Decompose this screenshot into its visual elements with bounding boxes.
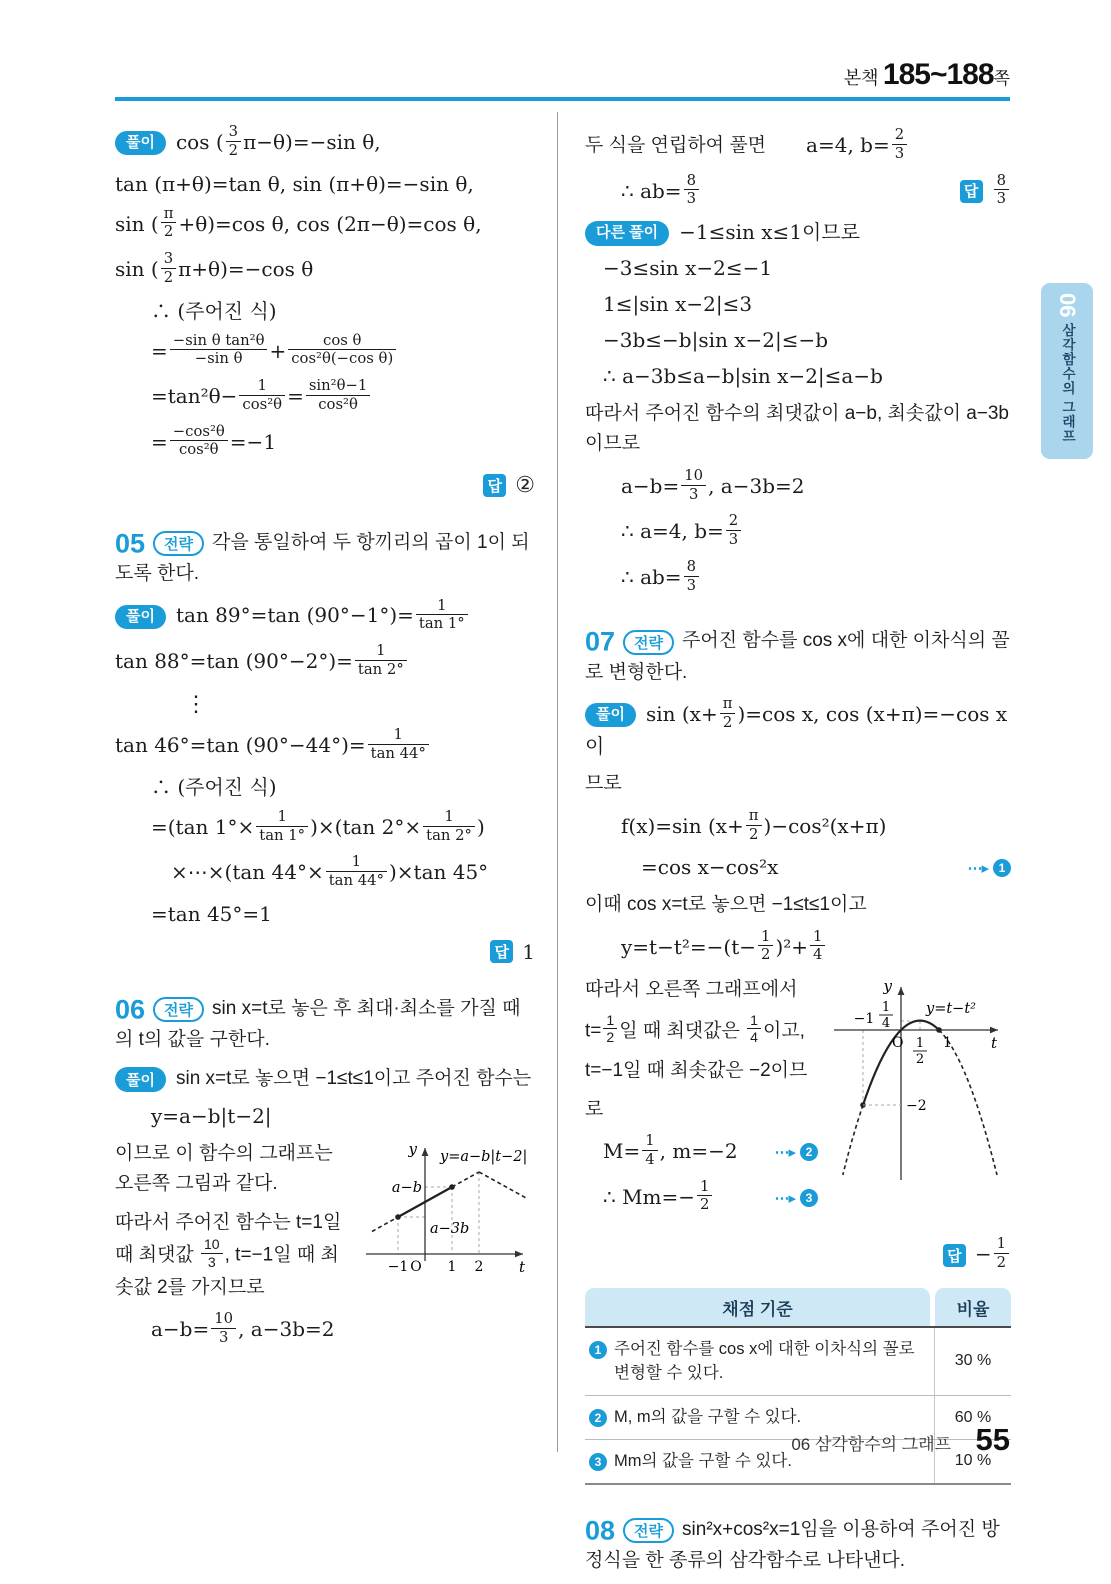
- value-label-ab: a−b: [391, 1179, 422, 1196]
- criteria-header: 채점 기준: [585, 1288, 930, 1326]
- math-line: ∴ a=4, b= $\frac{2}{3}$: [585, 514, 1011, 551]
- problem-number: 07: [585, 626, 616, 657]
- graph-and-text: [585, 975, 1011, 1225]
- t-axis-arrow: [990, 1027, 998, 1034]
- answer-badge: 답: [960, 180, 983, 203]
- answer-badge: 답: [483, 474, 506, 497]
- y-axis-label: y: [883, 977, 892, 996]
- circled-number-1: 1: [993, 859, 1011, 877]
- origin-label: O: [892, 1035, 904, 1052]
- body-text: 따라서 오른쪽 그래프에서: [585, 979, 798, 1001]
- page-header: [115, 58, 1010, 92]
- point-t-neg1: [395, 1214, 401, 1220]
- point-t-1: [449, 1184, 455, 1190]
- curve-label: y=a−b|t−2|: [440, 1148, 528, 1165]
- strategy-paragraph: [585, 1515, 1011, 1577]
- strategy-badge: 전략: [623, 630, 674, 655]
- math-line: =(tan 1°× $\frac{1}{\tan 1^\circ}$ )×(tan 2°× $\frac{1}{\tan 2^\circ}$ ): [151, 807, 485, 844]
- math-line: 1≤|sin x−2|≤3: [603, 292, 753, 316]
- chapter-side-tab: [1041, 283, 1093, 459]
- math-line: sin ( $\frac{\pi}{2}$ +θ)=cos θ, cos (2π−θ)=cos θ,: [115, 204, 482, 241]
- math-line: ∴ Mm=− $\frac{1}{2}$ ⋯▸ 3: [585, 1180, 818, 1217]
- math-line: tan 88°=tan (90°−2°)= $\frac{1}{\tan 2^\circ}$: [115, 644, 535, 681]
- solution-badge: 풀이: [115, 131, 166, 155]
- solve-line: [585, 128, 1011, 165]
- t-axis-label: t: [990, 1034, 998, 1053]
- solution-text: sin x=t로 놓으면 −1≤t≤1이고 주어진 함수는: [175, 1067, 532, 1089]
- circled-number-2: 2: [589, 1409, 607, 1427]
- y-axis-arrow: [422, 1148, 429, 1156]
- math-line: ∴ (주어진 식): [151, 774, 277, 799]
- answer-row: [115, 473, 535, 498]
- left-column: [115, 116, 535, 1358]
- alt-solution-line: 다른 풀이 −1≤sin x≤1이므로: [585, 219, 1011, 246]
- column-divider: [557, 112, 558, 1452]
- answer-row: [115, 940, 535, 964]
- strategy-paragraph: [115, 528, 535, 590]
- solve-values: a=4, b= $\frac{2}{3}$: [806, 128, 909, 165]
- math-line: a−b= $\frac{10}{3}$ , a−3b=2: [151, 1310, 335, 1346]
- math-line: 풀이 tan 89°=tan (90°−1°)= $\frac{1}{\tan 1^\circ}$: [115, 599, 535, 636]
- dashed-arrow-icon: ⋯▸: [774, 1188, 795, 1207]
- strategy-badge: 전략: [623, 1518, 674, 1543]
- quarter-numerator: 1: [881, 1000, 891, 1016]
- math-line: ∴ ab= $\frac{8}{3}$: [585, 560, 1011, 597]
- tick-neg1: −1: [387, 1258, 409, 1275]
- y-axis-label: y: [408, 1139, 417, 1158]
- circled-number-2: 2: [800, 1143, 818, 1161]
- math-line: ∴ a−3b≤a−b|sin x−2|≤a−b: [603, 364, 883, 388]
- problem-number: 05: [115, 528, 146, 559]
- math-line: = $\frac{\text{−sin θ tan²θ}}{\text{−sin θ}}$ + $\frac{\text{cos θ}}{\text{cos²θ(−cos θ)}}$: [115, 334, 535, 371]
- criteria-text: M, m의 값을 구할 수 있다.: [614, 1408, 802, 1427]
- math-line: tan (π+θ)=tan θ, sin (π+θ)=−sin θ,: [115, 171, 474, 196]
- math-line: 풀이 cos ( $\frac{3}{2}$ π−θ)=−sin θ,: [115, 125, 535, 162]
- right-column: [585, 120, 1011, 1584]
- body-text: 므로: [585, 773, 622, 795]
- circled-number-3: 3: [800, 1189, 818, 1207]
- y-axis-arrow: [898, 987, 905, 995]
- circled-number-1: 1: [589, 1341, 607, 1359]
- curve-label: y=t−t²: [926, 1001, 976, 1018]
- side-tab-number: 06: [1055, 293, 1080, 318]
- solution-badge: 풀이: [585, 703, 636, 727]
- header-book-label: 본책: [843, 68, 879, 88]
- half-denominator: 2: [915, 1052, 925, 1068]
- solution-paragraph: [115, 1064, 535, 1094]
- strategy-paragraph: [115, 994, 535, 1056]
- tick-2: 2: [474, 1258, 484, 1275]
- section-08: [585, 1515, 1011, 1577]
- math-line: = $\frac{\text{−cos²θ}}{\text{cos²θ}}$ =−1: [151, 422, 277, 459]
- math-line: −3≤sin x−2≤−1: [603, 256, 773, 280]
- problem-number: 08: [585, 1514, 616, 1545]
- tick-neg2: −2: [906, 1098, 927, 1115]
- math-line: a−b= $\frac{10}{3}$ , a−3b=2: [621, 466, 805, 503]
- section-07: [585, 626, 1011, 1484]
- solution-badge: 풀이: [115, 605, 166, 629]
- strategy-text: 주어진 함수를 cos x에 대한 이차식의 꼴로 변형한다.: [585, 630, 1010, 683]
- math-line: −3b≤−b|sin x−2|≤−b: [603, 328, 829, 352]
- rate-value: 10 %: [934, 1440, 1011, 1483]
- tent-graph: [360, 1139, 535, 1291]
- t-axis-label: t: [518, 1257, 526, 1276]
- alt-solution-badge: 다른 풀이: [585, 221, 669, 245]
- header-page-suffix: 쪽: [993, 69, 1010, 88]
- math-line: ×⋯×(tan 44°× $\frac{1}{\tan 44^\circ}$ )×tan 45°: [171, 853, 489, 890]
- answer-badge: 답: [943, 1244, 966, 1267]
- body-text: t= $\frac{1}{2}$ 일 때 최댓값은 $\frac{1}{4}$ 이고,: [585, 1011, 805, 1046]
- math-line: =tan²θ− $\frac{1}{\text{cos²θ}}$ = $\frac{\text{sin²θ−1}}{\text{cos²θ}}$: [115, 379, 535, 416]
- dashed-arrow-icon: ⋯▸: [967, 858, 988, 877]
- answer-value: 1: [522, 939, 535, 964]
- value-label-a3b: a−3b: [430, 1220, 470, 1237]
- rate-header: 비율: [935, 1288, 1011, 1326]
- body-text: 로: [585, 1098, 604, 1120]
- strategy-paragraph: [585, 626, 1011, 688]
- parabola-graph: [826, 975, 1011, 1193]
- rate-value: 30 %: [934, 1328, 1011, 1396]
- point-t-1: [936, 1027, 942, 1033]
- dashed-arrow-icon: ⋯▸: [774, 1143, 795, 1162]
- section-04-solution: [115, 125, 535, 498]
- rate-value: 60 %: [934, 1396, 1011, 1439]
- section-06-continued: [585, 128, 1011, 596]
- graph-and-text: [115, 1139, 535, 1358]
- math-line: y=t−t²=−(t− $\frac{1}{2}$ )²+ $\frac{1}{4}$: [585, 930, 1011, 967]
- strategy-badge: 전략: [153, 997, 204, 1022]
- strategy-text: sin x=t로 놓은 후 최대·최소를 가질 때의 t의 값을 구한다.: [115, 997, 521, 1051]
- solve-text: 두 식을 연립하여 풀면: [585, 135, 767, 157]
- answer-badge: 답: [490, 940, 513, 963]
- answer-value: ②: [515, 473, 535, 498]
- step-marker-1: [967, 858, 1011, 878]
- answer-row: [585, 1237, 1011, 1274]
- header-rule: [115, 97, 1010, 101]
- math-line: y=a−b|t−2|: [151, 1103, 272, 1128]
- math-line: =tan 45°=1: [151, 901, 272, 926]
- page-footer: [585, 1422, 1010, 1458]
- answer-value: $\frac{8}{3}$: [992, 174, 1011, 211]
- math-line: M= $\frac{1}{4}$ , m=−2 ⋯▸ 2: [585, 1134, 818, 1171]
- tick-neg1: −1: [853, 1011, 875, 1028]
- side-tab-label: 삼각함수의 그래프: [1060, 323, 1075, 445]
- grading-table-header: [585, 1288, 1011, 1326]
- solution-badge: 풀이: [115, 1067, 166, 1092]
- math-line: 풀이 sin (x+ $\frac{\pi}{2}$ )=cos x, cos (x+π)=−cos x이: [585, 694, 1008, 759]
- answer-value: − $\frac{1}{2}$: [975, 1237, 1011, 1274]
- section-05: [115, 528, 535, 964]
- table-row: [585, 1328, 1011, 1397]
- quarter-denominator: 4: [881, 1016, 891, 1032]
- header-page-range: 185~188: [882, 58, 994, 91]
- footer-chapter: 06 삼각함수의 그래프: [791, 1435, 952, 1454]
- body-text: 이므로 이 함수의 그래프는 오른쪽 그림과 같다.: [115, 1142, 333, 1195]
- vertical-ellipsis: ⋮: [185, 691, 209, 717]
- section-06: [115, 994, 535, 1358]
- body-text: 따라서 주어진 함수의 최댓값이 a−b, 최솟값이 a−3b이므로: [585, 403, 1009, 455]
- x-axis-arrow: [515, 1250, 523, 1257]
- step-marker-2: [774, 1142, 818, 1162]
- math-line: f(x)=sin (x+ $\frac{\pi}{2}$ )−cos²(x+π): [621, 806, 887, 843]
- circled-number-3: 3: [589, 1453, 607, 1471]
- tick-1: 1: [943, 1035, 952, 1052]
- math-line: sin ( $\frac{3}{2}$ π+θ)=−cos θ: [115, 250, 314, 286]
- criteria-text: Mm의 값을 구할 수 있다.: [614, 1451, 792, 1470]
- step-marker-3: [774, 1188, 818, 1208]
- strategy-badge: 전략: [153, 531, 204, 556]
- criteria-text: 주어진 함수를 cos x에 대한 이차식의 꼴로 변형할 수 있다.: [614, 1339, 915, 1383]
- origin-label: O: [410, 1258, 422, 1275]
- strategy-text: sin²x+cos²x=1임을 이용하여 주어진 방정식을 한 종류의 삼각함수로 나타낸다.: [585, 1518, 1000, 1571]
- math-line: =cos x−cos²x ⋯▸ 1: [585, 854, 1011, 881]
- math-line: tan 46°=tan (90°−44°)= $\frac{1}{\tan 44^\circ}$: [115, 728, 535, 765]
- body-text: 이때 cos x=t로 놓으면 −1≤t≤1이고: [585, 894, 867, 916]
- body-text: 따라서 주어진 함수는 t=1일 때 최댓값 $\frac{10}{3}$ , t=−1일 때 최솟값 2를 가지므로: [115, 1211, 342, 1298]
- half-numerator: 1: [915, 1036, 925, 1052]
- tick-1: 1: [447, 1258, 457, 1275]
- strategy-text: 각을 통일하여 두 항끼리의 곱이 1이 되도록 한다.: [115, 532, 530, 585]
- math-line: ∴ (주어진 식): [151, 298, 277, 323]
- footer-page-number: 55: [975, 1422, 1010, 1457]
- body-text: t=−1일 때 최솟값은 −2이므: [585, 1060, 808, 1082]
- answer-row: [960, 171, 1011, 211]
- problem-number: 06: [115, 994, 146, 1025]
- math-line: ∴ ab= $\frac{8}{3}$ 답 $\frac{8}{3}$: [585, 174, 1011, 211]
